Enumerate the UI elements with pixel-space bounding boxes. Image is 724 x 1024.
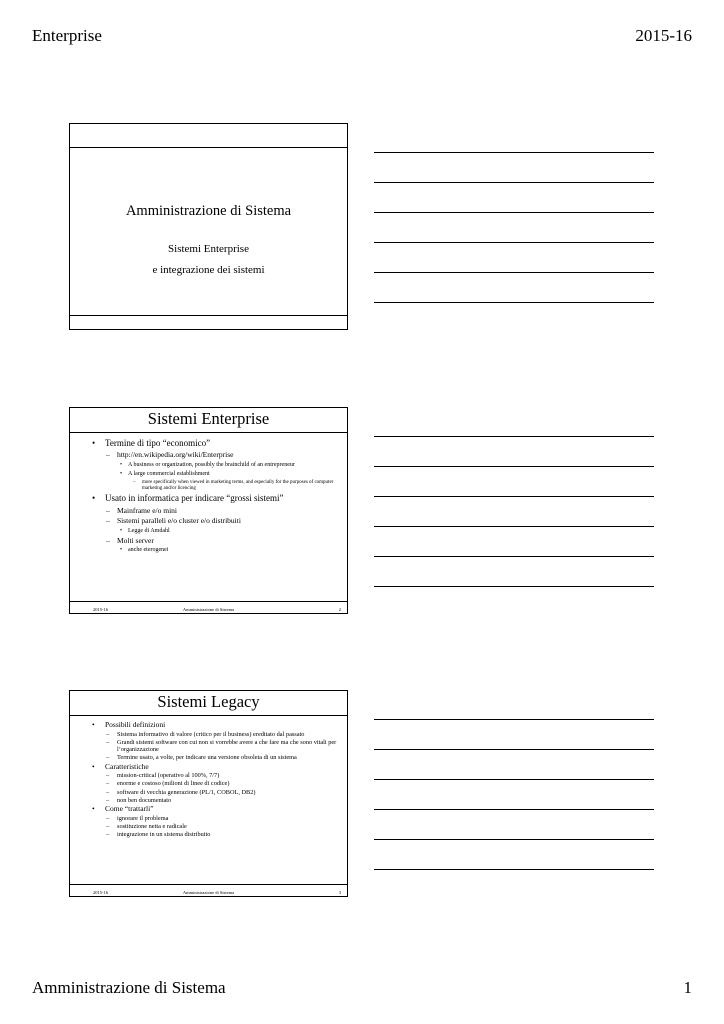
note-line: [374, 809, 654, 810]
bullet-text: more specifically when viewed in marketing terms, and especially for the purposes of computer marketing and/or licencing: [142, 479, 334, 491]
bullet-item: [70, 721, 347, 730]
bullet-item: [70, 537, 347, 546]
note-line: [374, 586, 654, 587]
bullet-marker: •: [120, 461, 123, 468]
bullet-item: [70, 797, 347, 804]
bullet-marker: –: [106, 730, 110, 738]
bullet-marker: •: [92, 804, 95, 814]
bullet-text: Possibili definizioni: [105, 720, 166, 729]
bullet-text: Usato in informatica per indicare “grossi sistemi”: [105, 493, 284, 504]
bullet-text: integrazione in un sistema distribuito: [117, 831, 211, 839]
bullet-text: Grandi sistemi software con cui non si vorrebbe avere a che fare ma che sono vitali per l’organizzazione: [117, 738, 337, 754]
slide-thumbnail-1: [69, 123, 348, 330]
bullet-marker: •: [92, 493, 96, 504]
bullet-marker: –: [106, 780, 110, 788]
bullet-text: enorme e costoso (milioni di linee di codice): [117, 780, 230, 788]
bullet-text: ignorare il problema: [117, 814, 169, 822]
bullet-marker: •: [120, 527, 123, 534]
bullet-marker: –: [106, 772, 110, 780]
bullet-marker: •: [120, 470, 123, 477]
bullet-marker: –: [106, 822, 110, 830]
note-line: [374, 212, 654, 213]
bullet-text: Termine usato, a volte, per indicare una versione obsoleta di un sistema: [117, 754, 297, 762]
bullet-marker: –: [106, 516, 110, 526]
slide-footer-year: 2015-16: [93, 607, 108, 612]
note-line: [374, 496, 654, 497]
bullet-item: [70, 815, 347, 822]
bullet-item: [70, 438, 347, 448]
bullet-item: [70, 480, 347, 492]
page-number: 1: [683, 978, 692, 997]
bullet-marker: –: [106, 754, 110, 762]
note-line: [374, 719, 654, 720]
bullet-text: anche eterogenei: [128, 547, 169, 554]
note-line: [374, 466, 654, 467]
note-line: [374, 869, 654, 870]
bullet-text: A large commercial establishment: [128, 470, 210, 477]
slide-title: Sistemi Legacy: [157, 692, 260, 711]
slide-footer-number: 3: [338, 890, 341, 895]
bullet-text: software di vecchia generazione (PL/1, COBOL, DB2): [117, 788, 256, 796]
slide-title: Sistemi Enterprise: [147, 409, 270, 428]
slide-divider: [70, 601, 347, 602]
bullet-item: [70, 462, 347, 469]
note-line: [374, 242, 654, 243]
slide-body: [70, 721, 347, 839]
bullet-item: [70, 780, 347, 787]
bullet-marker: –: [106, 450, 110, 460]
bullet-item: [70, 528, 347, 535]
bullet-marker: –: [106, 535, 110, 545]
bullet-item: [70, 789, 347, 796]
bullet-marker: –: [106, 831, 110, 839]
bullet-text: non ben documentato: [117, 796, 172, 804]
slide-divider: [70, 315, 347, 316]
slide-subtitle: e integrazione dei sistemi: [152, 264, 265, 276]
bullet-text: Caratteristiche: [105, 761, 149, 771]
bullet-item: [70, 517, 347, 526]
bullet-item: [70, 823, 347, 830]
note-line: [374, 556, 654, 557]
bullet-text: A business or organization, possibly the brainchild of an entrepreneur: [128, 461, 295, 468]
bullet-marker: –: [106, 505, 110, 515]
bullet-item: [70, 547, 347, 554]
bullet-item: [70, 763, 347, 772]
bullet-text: sostituzione netta e radicale: [117, 822, 187, 830]
bullet-marker: •: [92, 438, 96, 448]
bullet-marker: –: [133, 479, 136, 485]
bullet-marker: –: [106, 788, 110, 796]
bullet-item: [70, 739, 347, 753]
bullet-text: Mainframe e/o mini: [117, 505, 177, 515]
bullet-item: [70, 754, 347, 761]
page-header-title: Enterprise: [32, 26, 102, 45]
slide-footer-course: Amministrazione di Sistema: [182, 607, 235, 612]
note-line: [374, 779, 654, 780]
bullet-text: Termine di tipo “economico”: [105, 438, 211, 448]
slide-body: [70, 438, 347, 556]
bullet-text: Sistema informativo di valore (critico per il business) ereditato dal passato: [117, 730, 305, 738]
bullet-marker: •: [92, 761, 95, 771]
bullet-item: [70, 772, 347, 779]
bullet-item: [70, 471, 347, 478]
slide-divider: [70, 884, 347, 885]
bullet-item: [70, 805, 347, 814]
bullet-marker: –: [106, 814, 110, 822]
bullet-text: Molti server: [117, 535, 154, 545]
slide-divider: [70, 715, 347, 716]
slide-thumbnail-3: [69, 690, 348, 897]
slide-footer-year: 2015-16: [93, 890, 108, 895]
bullet-text: Sistemi paralleli e/o cluster e/o distribuiti: [117, 516, 241, 526]
bullet-item: [70, 507, 347, 516]
note-line: [374, 526, 654, 527]
bullet-item: [70, 451, 347, 460]
page-footer-course: Amministrazione di Sistema: [32, 978, 226, 997]
slide-thumbnail-2: [69, 407, 348, 614]
bullet-item: [70, 831, 347, 838]
bullet-text: Come “trattarli”: [105, 804, 154, 814]
note-line: [374, 749, 654, 750]
page-header-year: 2015-16: [635, 26, 692, 45]
note-line: [374, 182, 654, 183]
note-line: [374, 152, 654, 153]
bullet-marker: –: [106, 738, 110, 746]
note-line: [374, 272, 654, 273]
bullet-item: [70, 493, 347, 503]
slide-footer-course: Amministrazione di Sistema: [182, 890, 235, 895]
slide-divider: [70, 432, 347, 433]
slide-subtitle: Sistemi Enterprise: [168, 243, 249, 255]
bullet-marker: –: [106, 796, 110, 804]
bullet-text: Legge di Amdahl: [128, 527, 170, 534]
slide-footer-number: 2: [338, 607, 341, 612]
note-line: [374, 302, 654, 303]
bullet-marker: •: [120, 547, 123, 554]
slide-divider: [70, 147, 347, 148]
bullet-item: [70, 731, 347, 738]
bullet-text: http://en.wikipedia.org/wiki/Enterprise: [117, 450, 234, 460]
bullet-marker: •: [92, 720, 95, 729]
slide-title: Amministrazione di Sistema: [125, 203, 292, 219]
bullet-text: mission-critical (operativo al 100%, 7/7): [117, 772, 220, 780]
note-line: [374, 839, 654, 840]
note-line: [374, 436, 654, 437]
